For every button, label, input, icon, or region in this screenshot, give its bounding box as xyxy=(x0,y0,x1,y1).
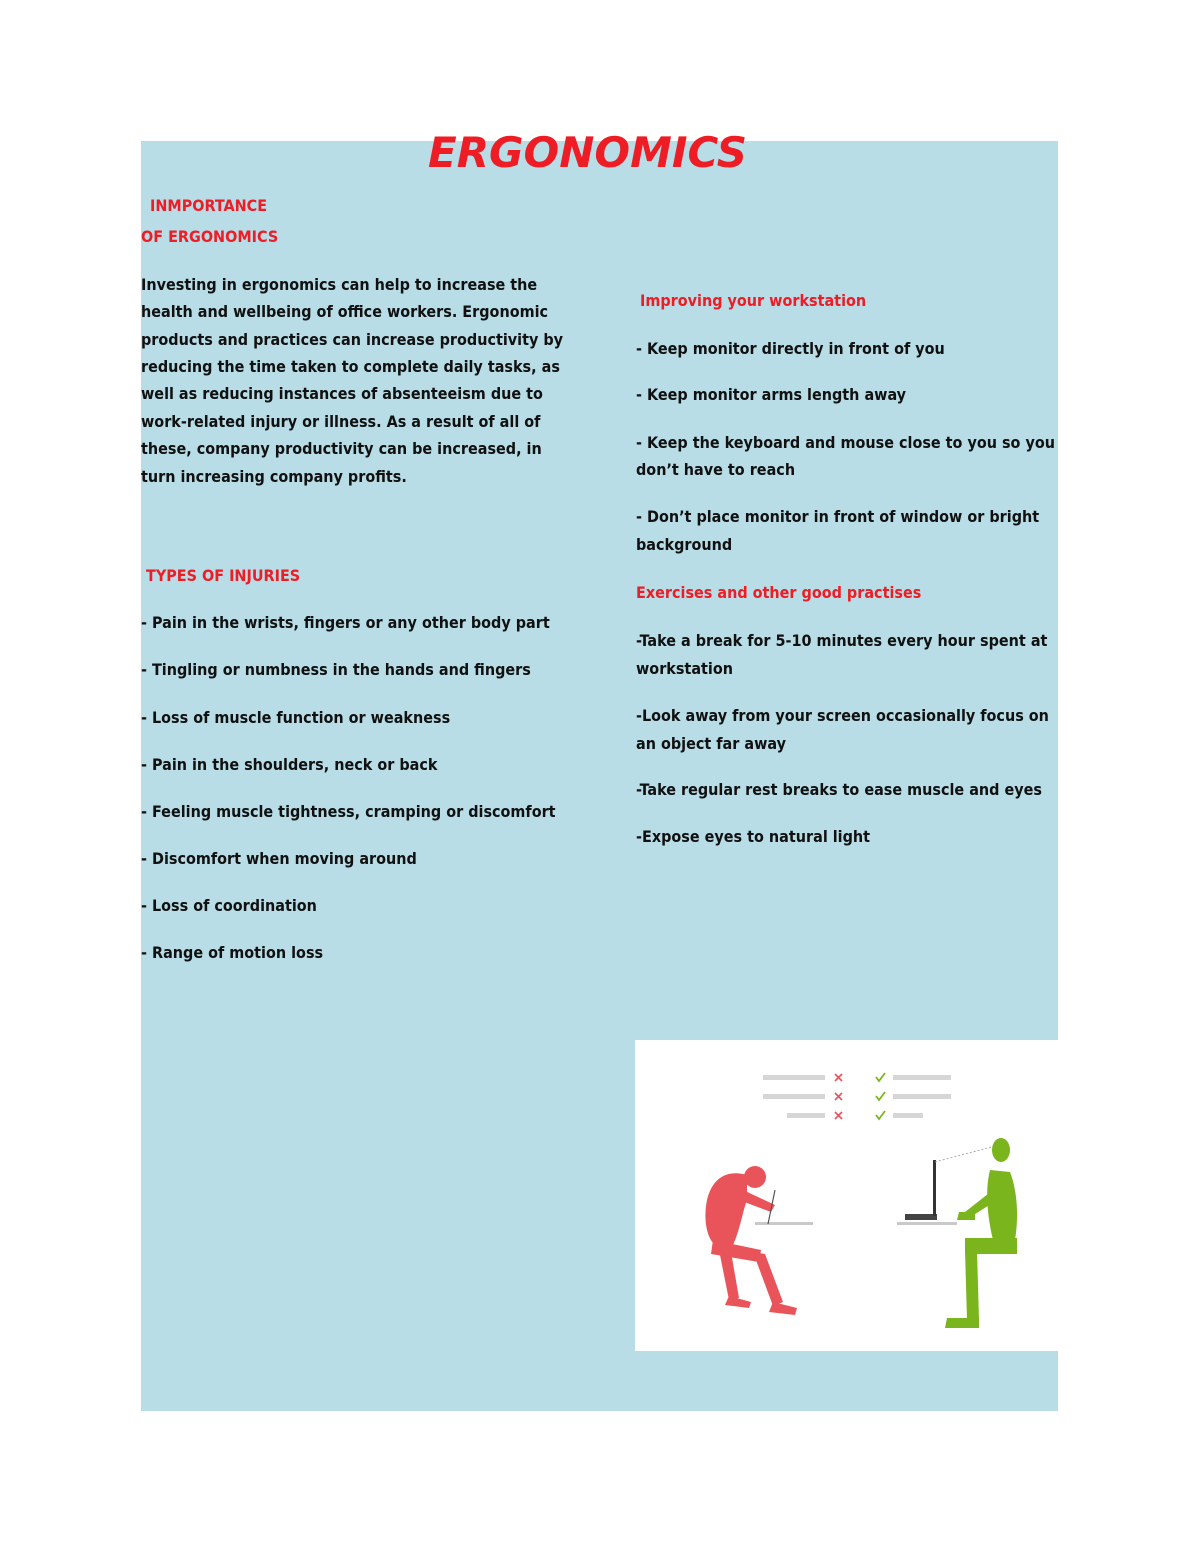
list-item: - Pain in the shoulders, neck or back xyxy=(141,755,438,774)
list-item: workstation xyxy=(636,659,733,678)
list-item: - Pain in the wrists, fingers or any other body part xyxy=(141,613,550,632)
bad-legend xyxy=(763,1074,842,1119)
cross-icon xyxy=(835,1074,842,1119)
bad-posture-figure xyxy=(705,1166,813,1315)
list-item: -Expose eyes to natural light xyxy=(636,827,871,846)
workstation-heading: Improving your workstation xyxy=(640,291,867,310)
posture-illustration xyxy=(635,1040,1058,1351)
list-item: background xyxy=(636,535,733,554)
body-line: work-related injury or illness. As a result of all of xyxy=(141,412,541,431)
body-line: turn increasing company profits. xyxy=(141,467,407,486)
list-item: -Take a break for 5-10 minutes every hour spent at xyxy=(636,631,1048,650)
list-item: - Discomfort when moving around xyxy=(141,849,417,868)
injuries-heading: TYPES OF INJURIES xyxy=(146,566,301,585)
list-item: - Keep monitor arms length away xyxy=(636,385,907,404)
body-line: reducing the time taken to complete daily tasks, as xyxy=(141,357,560,376)
list-item: - Keep monitor directly in front of you xyxy=(636,339,945,358)
exercises-heading: Exercises and other good practises xyxy=(636,583,922,602)
list-item: - Feeling muscle tightness, cramping or discomfort xyxy=(141,802,556,821)
posture-illustration-svg xyxy=(635,1040,1058,1351)
good-legend xyxy=(876,1073,951,1119)
importance-heading-line1: INMPORTANCE xyxy=(150,196,268,215)
list-item: - Loss of muscle function or weakness xyxy=(141,708,451,727)
list-item: - Range of motion loss xyxy=(141,943,324,962)
body-line: health and wellbeing of office workers. Ergonomic xyxy=(141,302,549,321)
list-item: - Loss of coordination xyxy=(141,896,317,915)
page-title: ERGONOMICS xyxy=(428,128,748,177)
body-line: these, company productivity can be increased, in xyxy=(141,439,542,458)
list-item: an object far away xyxy=(636,734,786,753)
list-item: -Look away from your screen occasionally focus on xyxy=(636,706,1049,725)
list-item: - Tingling or numbness in the hands and fingers xyxy=(141,660,531,679)
list-item: don’t have to reach xyxy=(636,460,796,479)
good-posture-figure xyxy=(897,1138,1017,1328)
importance-heading-line2: OF ERGONOMICS xyxy=(141,227,279,246)
check-icon xyxy=(876,1073,885,1119)
body-line: well as reducing instances of absenteeism due to xyxy=(141,384,543,403)
body-line: products and practices can increase productivity by xyxy=(141,330,564,349)
body-line: Investing in ergonomics can help to increase the xyxy=(141,275,538,294)
list-item: - Keep the keyboard and mouse close to you so you xyxy=(636,433,1055,452)
list-item: - Don’t place monitor in front of window or bright xyxy=(636,507,1040,526)
list-item: -Take regular rest breaks to ease muscle and eyes xyxy=(636,780,1042,799)
